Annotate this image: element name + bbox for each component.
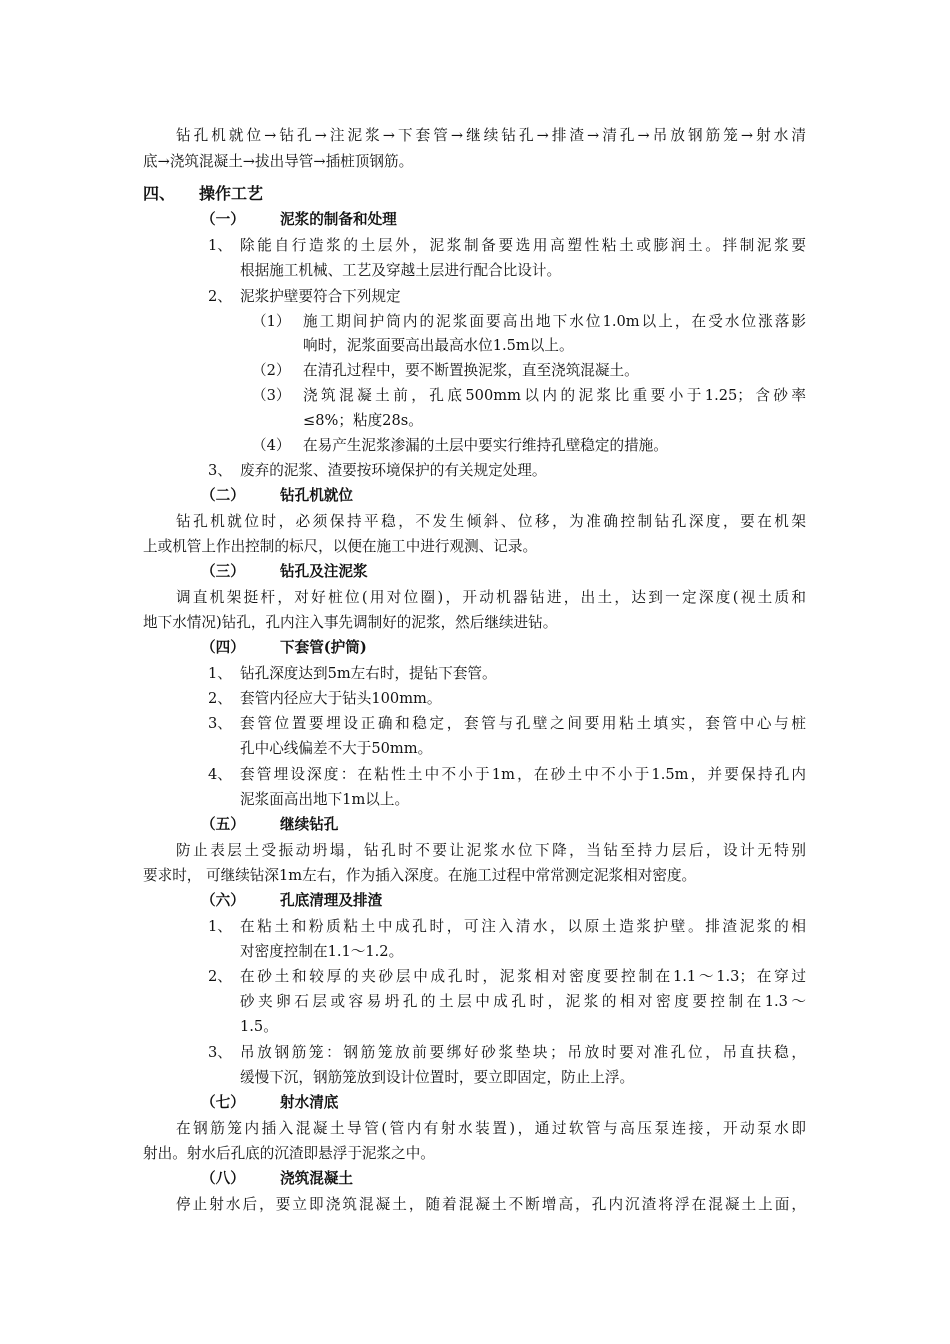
subsection-number: （七） — [201, 1094, 245, 1111]
paragraph-line: 钻孔机就位时，必须保持平稳，不发生倾斜、位移，为准确控制钻孔深度，要在机架 — [176, 513, 806, 530]
paragraph-line: 要求时， 可继续钻深1m左右，作为插入深度。在施工过程中常常测定泥浆相对密度。 — [143, 867, 697, 884]
list-item-number: 4、 — [208, 766, 232, 783]
paragraph-line: 防止表层土受振动坍塌，钻孔时不要让泥浆水位下降，当钻至持力层后，设计无特别 — [176, 842, 806, 859]
paragraph-line: 停止射水后，要立即浇筑混凝土，随着混凝土不断增高，孔内沉渣将浮在混凝土上面， — [176, 1196, 806, 1213]
intro-line-1: 钻孔机就位→钻孔→注泥浆→下套管→继续钻孔→排渣→清孔→吊放钢筋笼→射水清 — [176, 127, 806, 144]
section-title: 操作工艺 — [199, 184, 264, 203]
paragraph-line: 在钢筋笼内插入混凝土导管(管内有射水装置)，通过软管与高压泵连接，开动泵水即 — [176, 1120, 806, 1137]
list-item-text: 在砂土和较厚的夹砂层中成孔时，泥浆相对密度要控制在1.1～1.3；在穿过 — [240, 968, 806, 985]
list-item-text: 吊放钢筋笼：钢筋笼放前要绑好砂浆垫块；吊放时要对准孔位，吊直扶稳， — [240, 1044, 806, 1061]
subsection-title: 下套管(护筒) — [280, 639, 367, 656]
sub-item-number: （2） — [252, 362, 291, 379]
list-item-text: 缓慢下沉，钢筋笼放到设计位置时，要立即固定，防止上浮。 — [240, 1069, 635, 1086]
paragraph-line: 射出。射水后孔底的沉渣即悬浮于泥浆之中。 — [143, 1145, 435, 1162]
list-item-text: 在粘土和粉质粘土中成孔时，可注入清水，以原土造浆护壁。排渣泥浆的相 — [240, 918, 806, 935]
list-item-text: 1.5。 — [240, 1018, 278, 1035]
subsection-title: 继续钻孔 — [280, 816, 339, 833]
sub-item-text: 施工期间护筒内的泥浆面要高出地下水位1.0m以上，在受水位涨落影 — [303, 313, 806, 330]
list-item-text: 对密度控制在1.1～1.2。 — [240, 943, 404, 960]
list-item-text: 钻孔深度达到5m左右时，提钻下套管。 — [240, 665, 497, 682]
list-item-text: 根据施工机械、工艺及穿越土层进行配合比设计。 — [240, 262, 562, 279]
subsection-number: （一） — [201, 211, 245, 228]
subsection-title: 泥浆的制备和处理 — [280, 211, 397, 228]
sub-item-number: （1） — [252, 313, 291, 330]
list-item-number: 3、 — [208, 1044, 232, 1061]
list-item-number: 2、 — [208, 968, 232, 985]
subsection-title: 浇筑混凝土 — [280, 1170, 353, 1187]
list-item-text: 泥浆面高出地下1m以上。 — [240, 791, 410, 808]
list-item-text: 套管埋设深度：在粘性土中不小于1m，在砂土中不小于1.5m，并要保持孔内 — [240, 766, 806, 783]
subsection-number: （四） — [201, 639, 245, 656]
subsection-title: 钻孔机就位 — [280, 487, 353, 504]
sub-item-text: 浇筑混凝土前，孔底500mm以内的泥浆比重要小于1.25；含砂率 — [303, 387, 806, 404]
section-number: 四、 — [143, 184, 176, 203]
list-item-text: 废弃的泥浆、渣要按环境保护的有关规定处理。 — [240, 462, 547, 479]
list-item-text: 砂夹卵石层或容易坍孔的土层中成孔时，泥浆的相对密度要控制在1.3～ — [240, 993, 806, 1010]
list-item-number: 1、 — [208, 665, 232, 682]
paragraph-line: 地下水情况)钻孔，孔内注入事先调制好的泥浆，然后继续进钻。 — [143, 614, 558, 631]
subsection-number: （二） — [201, 487, 245, 504]
list-item-number: 1、 — [208, 918, 232, 935]
list-item-number: 2、 — [208, 690, 232, 707]
sub-item-number: （4） — [252, 437, 291, 454]
sub-item-number: （3） — [252, 387, 291, 404]
subsection-title: 钻孔及注泥浆 — [280, 563, 368, 580]
list-item-text: 套管内径应大于钻头100mm。 — [240, 690, 442, 707]
subsection-title: 孔底清理及排渣 — [280, 892, 383, 909]
subsection-number: （八） — [201, 1170, 245, 1187]
list-item-number: 3、 — [208, 715, 232, 732]
subsection-number: （三） — [201, 563, 245, 580]
sub-item-text: ≤8%；粘度28s。 — [303, 412, 423, 429]
sub-item-text: 在清孔过程中，要不断置换泥浆，直至浇筑混凝土。 — [303, 362, 639, 379]
paragraph-line: 调直机架挺杆，对好桩位(用对位圈)，开动机器钻进，出土，达到一定深度(视土质和 — [176, 589, 806, 606]
list-item-text: 套管位置要埋设正确和稳定，套管与孔壁之间要用粘土填实，套管中心与桩 — [240, 715, 806, 732]
sub-item-text: 在易产生泥浆渗漏的土层中要实行维持孔壁稳定的措施。 — [303, 437, 668, 454]
intro-line-2: 底→浇筑混凝土→拔出导管→插桩顶钢筋。 — [143, 153, 414, 170]
list-item-number: 1、 — [208, 237, 232, 254]
subsection-number: （六） — [201, 892, 245, 909]
paragraph-line: 上或机管上作出控制的标尺，以便在施工中进行观测、记录。 — [143, 538, 538, 555]
list-item-text: 除能自行造浆的土层外，泥浆制备要选用高塑性粘土或膨润土。拌制泥浆要 — [240, 237, 806, 254]
list-item-number: 2、 — [208, 288, 232, 305]
list-item-number: 3、 — [208, 462, 232, 479]
subsection-number: （五） — [201, 816, 245, 833]
list-item-text: 孔中心线偏差不大于50mm。 — [240, 740, 433, 757]
sub-item-text: 响时，泥浆面要高出最高水位1.5m以上。 — [303, 337, 574, 354]
list-item-text: 泥浆护壁要符合下列规定 — [240, 288, 401, 305]
subsection-title: 射水清底 — [280, 1094, 339, 1111]
